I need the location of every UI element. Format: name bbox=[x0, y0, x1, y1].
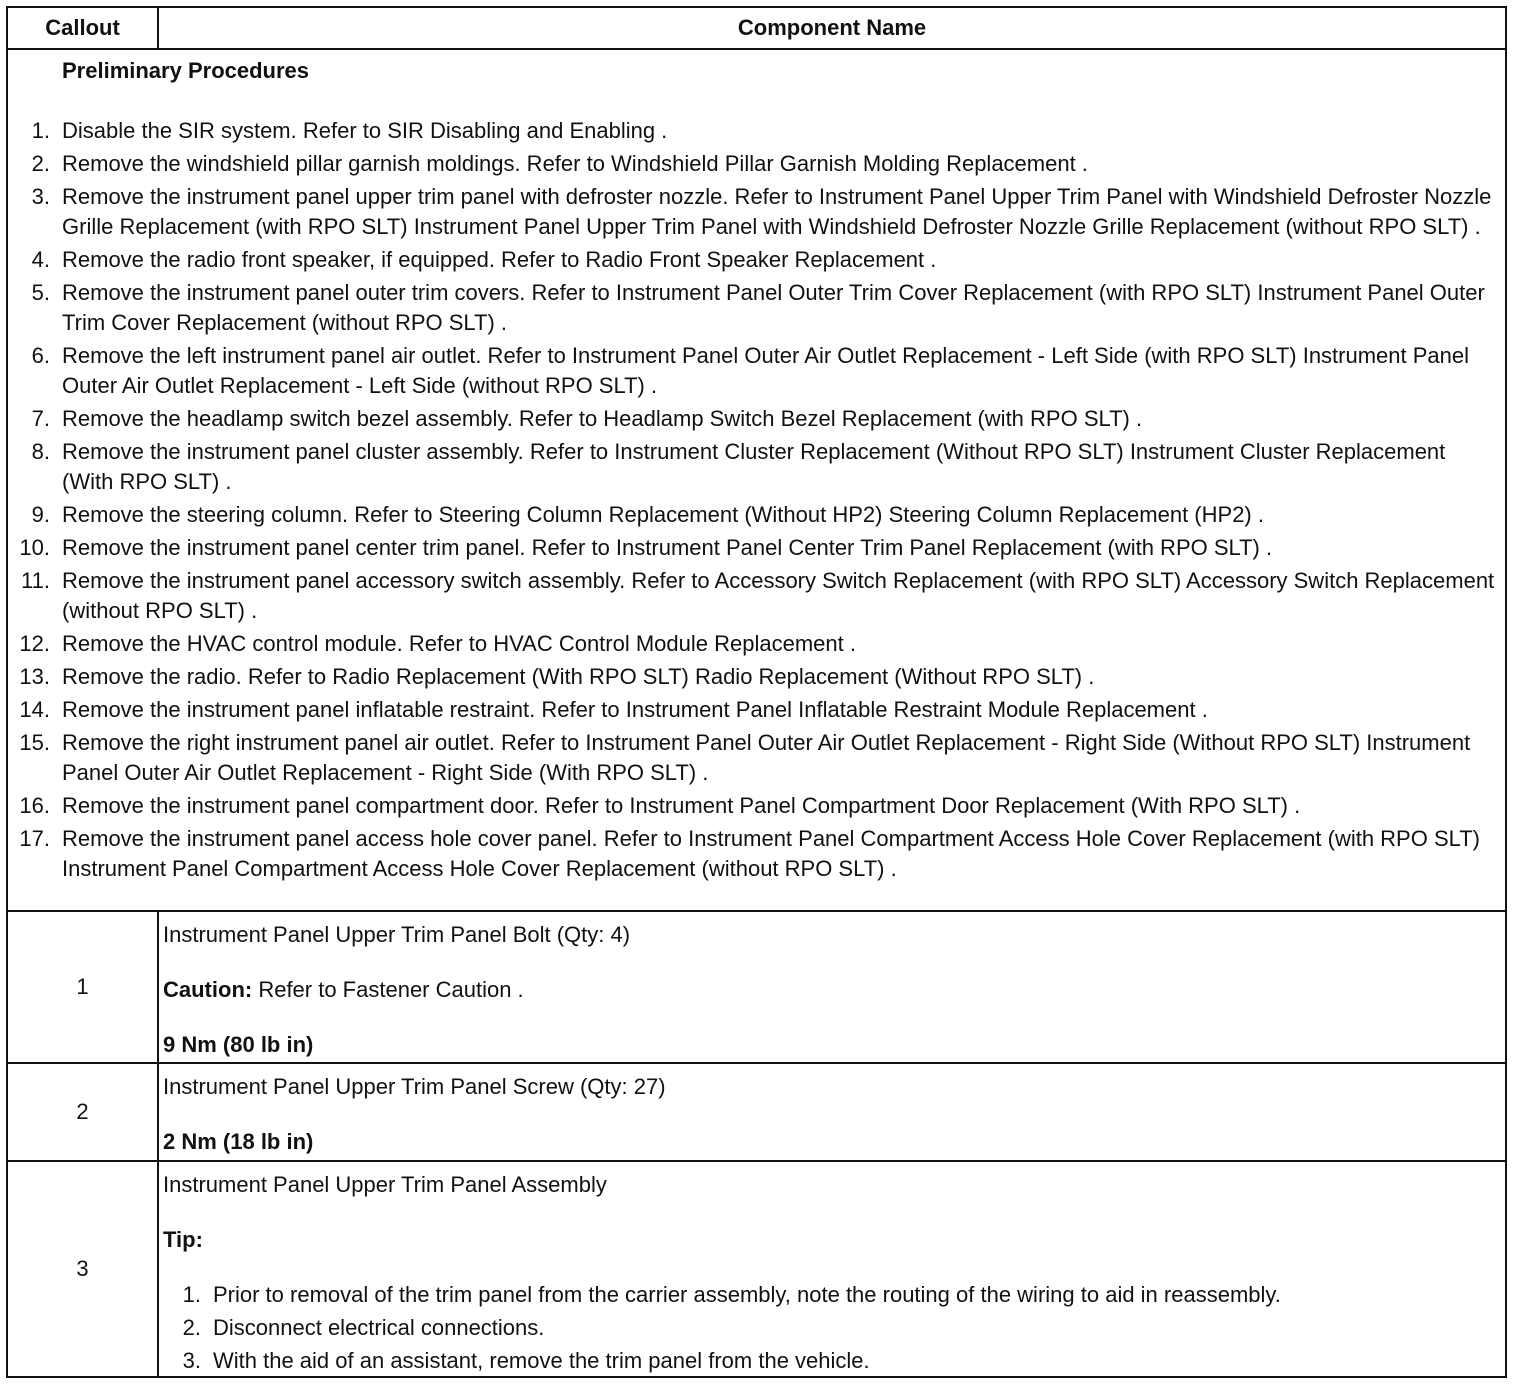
procedure-step bbox=[8, 791, 1498, 821]
column-divider bbox=[157, 912, 159, 1062]
component-name-header: Component Name bbox=[737, 15, 927, 40]
step-text: Remove the HVAC control module. Refer to HVAC Control Module Replacement . bbox=[62, 631, 856, 656]
tip-step-number: 3. bbox=[182, 1348, 201, 1373]
tip-step-text: Prior to removal of the trim panel from the carrier assembly, note the routing of the wiring to aid in reassembly. bbox=[213, 1282, 1281, 1307]
step-text: Remove the instrument panel inflatable restraint. Refer to Instrument Panel Inflatable Restraint Module Replacement . bbox=[62, 697, 1208, 722]
step-number: 11. bbox=[21, 568, 50, 593]
step-number: 1. bbox=[31, 118, 50, 143]
step-text: Remove the instrument panel access hole cover panel. Refer to Instrument Panel Compartment Access Hole Cover Replacement (with RPO SLT) Instrument Panel Compartment Access Hole Cover Replacement (without RPO SLT) . bbox=[62, 826, 1481, 881]
tip-step bbox=[163, 1280, 1497, 1310]
procedure-step bbox=[8, 728, 1498, 788]
procedure-step bbox=[8, 695, 1498, 725]
step-number: 5. bbox=[31, 280, 50, 305]
tip-label: Tip: bbox=[163, 1227, 203, 1252]
caution-text: Refer to Fastener Caution . bbox=[252, 977, 524, 1002]
step-text: Remove the headlamp switch bezel assembly. Refer to Headlamp Switch Bezel Replacement (with RPO SLT) . bbox=[62, 406, 1143, 431]
step-number: 7. bbox=[31, 406, 50, 431]
procedure-step bbox=[8, 629, 1498, 659]
tip-step-text: Disconnect electrical connections. bbox=[213, 1315, 545, 1340]
procedure-step bbox=[8, 182, 1498, 242]
table-header-row bbox=[8, 8, 1505, 50]
procedure-step bbox=[8, 341, 1498, 401]
table-row bbox=[8, 1064, 1505, 1162]
step-number: 9. bbox=[31, 502, 50, 527]
procedure-step bbox=[8, 245, 1498, 275]
step-text: Disable the SIR system. Refer to SIR Disabling and Enabling . bbox=[62, 118, 668, 143]
procedure-step bbox=[8, 149, 1498, 179]
step-text: Remove the instrument panel center trim panel. Refer to Instrument Panel Center Trim Panel Replacement (with RPO SLT) . bbox=[62, 535, 1273, 560]
column-divider bbox=[157, 1064, 159, 1160]
component-name: Instrument Panel Upper Trim Panel Assembly bbox=[163, 1172, 607, 1197]
component-cell bbox=[163, 920, 1497, 1060]
step-number: 15. bbox=[19, 730, 50, 755]
step-number: 4. bbox=[31, 247, 50, 272]
component-table bbox=[6, 6, 1507, 1378]
tip-step bbox=[163, 1313, 1497, 1343]
procedure-step bbox=[8, 404, 1498, 434]
tip-step bbox=[163, 1346, 1497, 1376]
torque-spec: 2 Nm (18 lb in) bbox=[163, 1129, 314, 1154]
component-cell bbox=[163, 1170, 1497, 1379]
procedure-step bbox=[8, 566, 1498, 626]
table-row bbox=[8, 912, 1505, 1064]
preliminary-steps-list bbox=[8, 116, 1498, 887]
step-number: 2. bbox=[31, 151, 50, 176]
procedure-step bbox=[8, 824, 1498, 884]
procedure-step bbox=[8, 533, 1498, 563]
caution-label: Caution: bbox=[163, 977, 253, 1002]
procedure-step bbox=[8, 116, 1498, 146]
component-name: Instrument Panel Upper Trim Panel Screw (Qty: 27) bbox=[163, 1074, 666, 1099]
procedure-step bbox=[8, 662, 1498, 692]
component-cell bbox=[163, 1072, 1497, 1157]
preliminary-procedures-row bbox=[8, 50, 1505, 912]
table-row bbox=[8, 1162, 1505, 1376]
caution-note bbox=[163, 975, 1497, 1005]
step-text: Remove the instrument panel cluster assembly. Refer to Instrument Cluster Replacement (Without RPO SLT) Instrument Cluster Replacement (With RPO SLT) . bbox=[62, 439, 1446, 494]
step-text: Remove the radio. Refer to Radio Replacement (With RPO SLT) Radio Replacement (Without RPO SLT) . bbox=[62, 664, 1095, 689]
column-divider bbox=[157, 1162, 159, 1376]
step-text: Remove the instrument panel compartment door. Refer to Instrument Panel Compartment Door Replacement (With RPO SLT) . bbox=[62, 793, 1301, 818]
step-text: Remove the instrument panel accessory switch assembly. Refer to Accessory Switch Replacement (with RPO SLT) Accessory Switch Replacement (without RPO SLT) . bbox=[62, 568, 1495, 623]
callout-header: Callout bbox=[45, 15, 120, 40]
step-text: Remove the radio front speaker, if equipped. Refer to Radio Front Speaker Replacement . bbox=[62, 247, 937, 272]
step-text: Remove the steering column. Refer to Steering Column Replacement (Without HP2) Steering Column Replacement (HP2) . bbox=[62, 502, 1264, 527]
tip-step-number: 2. bbox=[182, 1315, 201, 1340]
step-text: Remove the windshield pillar garnish moldings. Refer to Windshield Pillar Garnish Molding Replacement . bbox=[62, 151, 1088, 176]
procedure-step bbox=[8, 500, 1498, 530]
callout-number: 2 bbox=[76, 1099, 89, 1124]
step-text: Remove the instrument panel outer trim covers. Refer to Instrument Panel Outer Trim Cover Replacement (with RPO SLT) Instrument Panel Outer Trim Cover Replacement (without RPO SLT) . bbox=[62, 280, 1485, 335]
torque-spec: 9 Nm (80 lb in) bbox=[163, 1032, 314, 1057]
procedure-step bbox=[8, 278, 1498, 338]
step-text: Remove the instrument panel upper trim panel with defroster nozzle. Refer to Instrument Panel Upper Trim Panel with Windshield Defroster Nozzle Grille Replacement (with RPO SLT) Instrument Panel Upper Trim Panel with Windshield Defroster Nozzle Grille Replacement (without RPO SLT) . bbox=[62, 184, 1492, 239]
step-text: Remove the left instrument panel air outlet. Refer to Instrument Panel Outer Air Outlet Replacement - Left Side (with RPO SLT) Instrument Panel Outer Air Outlet Replacement - Left Side (without RPO SLT) . bbox=[62, 343, 1470, 398]
step-number: 3. bbox=[31, 184, 50, 209]
step-number: 12. bbox=[19, 631, 50, 656]
step-text: Remove the right instrument panel air outlet. Refer to Instrument Panel Outer Air Outlet Replacement - Right Side (Without RPO SLT) Instrument Panel Outer Air Outlet Replacement - Right Side (With RPO SLT) . bbox=[62, 730, 1471, 785]
step-number: 14. bbox=[19, 697, 50, 722]
procedure-step bbox=[8, 437, 1498, 497]
component-name: Instrument Panel Upper Trim Panel Bolt (Qty: 4) bbox=[163, 922, 631, 947]
tip-steps-list bbox=[163, 1280, 1497, 1376]
step-number: 6. bbox=[31, 343, 50, 368]
tip-step-text: With the aid of an assistant, remove the trim panel from the vehicle. bbox=[213, 1348, 870, 1373]
step-number: 10. bbox=[19, 535, 50, 560]
callout-number: 1 bbox=[76, 974, 89, 999]
step-number: 13. bbox=[19, 664, 50, 689]
step-number: 16. bbox=[19, 793, 50, 818]
callout-number: 3 bbox=[76, 1256, 89, 1281]
tip-step-number: 1. bbox=[182, 1282, 201, 1307]
preliminary-procedures-title: Preliminary Procedures bbox=[62, 58, 310, 83]
step-number: 8. bbox=[31, 439, 50, 464]
step-number: 17. bbox=[19, 826, 50, 851]
